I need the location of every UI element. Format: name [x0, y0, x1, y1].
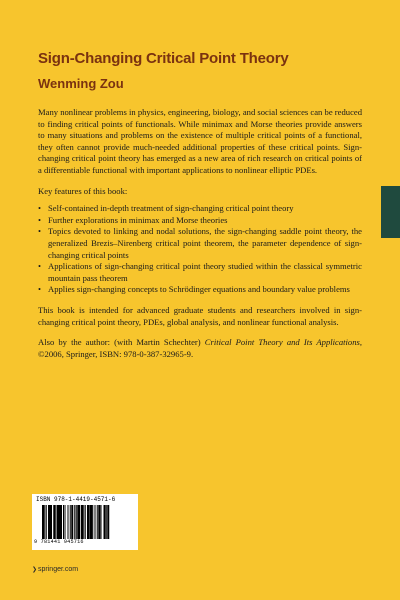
ean-digits: 9 781441 945716: [34, 539, 84, 545]
barcode-bar: [71, 505, 73, 539]
feature-text: Topics devoted to linking and nodal solutions, the sign-changing saddle point theory, the generalized Brezis–Nirenberg critical point theorem, the parameter dependence of sign-changing critical points: [48, 226, 362, 260]
bullet-icon: •: [38, 284, 42, 295]
barcode-bar: [63, 505, 64, 539]
feature-text: Self-contained in-depth treatment of sign-changing critical point theory: [48, 203, 294, 214]
audience-paragraph: This book is intended for advanced graduate students and researchers involved in sign-changing critical point theory, PDEs, global analysis, and nonlinear functional analysis.: [38, 304, 362, 327]
bullet-icon: •: [38, 261, 42, 272]
features-list: [38, 203, 362, 296]
blurb: [38, 107, 362, 369]
bullet-icon: •: [38, 226, 42, 237]
barcode-bar: [57, 505, 60, 539]
barcode-bar: [65, 505, 66, 539]
barcode-bar: [77, 505, 80, 539]
barcode-bar: [95, 505, 96, 539]
also-by-suffix: , ©2006, Springer, ISBN: 978-0-387-32965-9.: [38, 337, 363, 359]
publisher-text: springer.com: [38, 566, 79, 573]
bullet-icon: •: [38, 214, 42, 225]
feature-item: [38, 215, 362, 227]
barcode-bar: [92, 505, 93, 539]
barcode-bar: [98, 505, 100, 539]
spine-color-tab: [381, 186, 400, 238]
feature-text: Applies sign-changing concepts to Schrödinger equations and boundary value problems: [48, 284, 350, 295]
barcode-bar: [89, 505, 92, 539]
also-by-book-title: Critical Point Theory and Its Applications: [204, 337, 360, 348]
also-by-paragraph: [38, 337, 362, 360]
feature-text: Further explorations in minimax and Morse theories: [48, 214, 228, 225]
feature-item: [38, 203, 362, 215]
barcode-bar: [101, 505, 102, 539]
barcode-bar: [68, 505, 69, 539]
barcode-bar: [106, 505, 107, 539]
barcode-bar: [83, 505, 84, 539]
barcode-bar: [48, 505, 51, 539]
barcode-bar: [76, 505, 77, 539]
publisher-link[interactable]: [32, 566, 78, 573]
barcode-bar: [60, 505, 62, 539]
intro-paragraph: Many nonlinear problems in physics, engineering, biology, and social sciences can be reduced to finding critical points of functionals. While minimax and Morse theories provide answers to many situations and problems on the existence of multiple critical points of a functional, they often cannot provide much-needed additional properties of these critical points. Sign-changing critical point theory has emerged as a new area of rich research on critical points of a differentiable functional with important applications to nonlinear elliptic PDEs.: [38, 107, 362, 175]
barcode-bars: [42, 505, 130, 539]
book-author: Wenming Zou: [38, 76, 124, 91]
barcode-bar: [85, 505, 86, 539]
barcode-bar: [70, 505, 71, 539]
barcode-bar: [104, 505, 106, 539]
feature-item: [38, 261, 362, 284]
feature-item: [38, 284, 362, 296]
right-arrow-icon: ❯: [32, 567, 38, 573]
barcode-bar: [51, 505, 52, 539]
barcode-bar: [46, 505, 47, 539]
barcode-bar: [44, 505, 45, 539]
barcode-bar: [87, 505, 89, 539]
barcode-bar: [74, 505, 75, 539]
barcode-bar: [81, 505, 83, 539]
feature-item: [38, 226, 362, 261]
bullet-icon: •: [38, 203, 42, 214]
barcode-bar: [53, 505, 55, 539]
isbn-label: ISBN 978-1-4419-4571-6: [36, 496, 116, 503]
feature-text: Applications of sign-changing critical point theory studied within the classical symmetric mountain pass theorem: [48, 261, 362, 283]
barcode-bar: [107, 505, 109, 539]
key-features-heading: Key features of this book:: [38, 185, 128, 196]
barcode-bar: [97, 505, 98, 539]
barcode-bar: [42, 505, 44, 539]
barcode: [32, 494, 138, 550]
book-title: Sign-Changing Critical Point Theory: [38, 50, 289, 67]
also-by-prefix: Also by the author: (with Martin Schechter): [38, 337, 205, 348]
barcode-bar: [56, 505, 57, 539]
